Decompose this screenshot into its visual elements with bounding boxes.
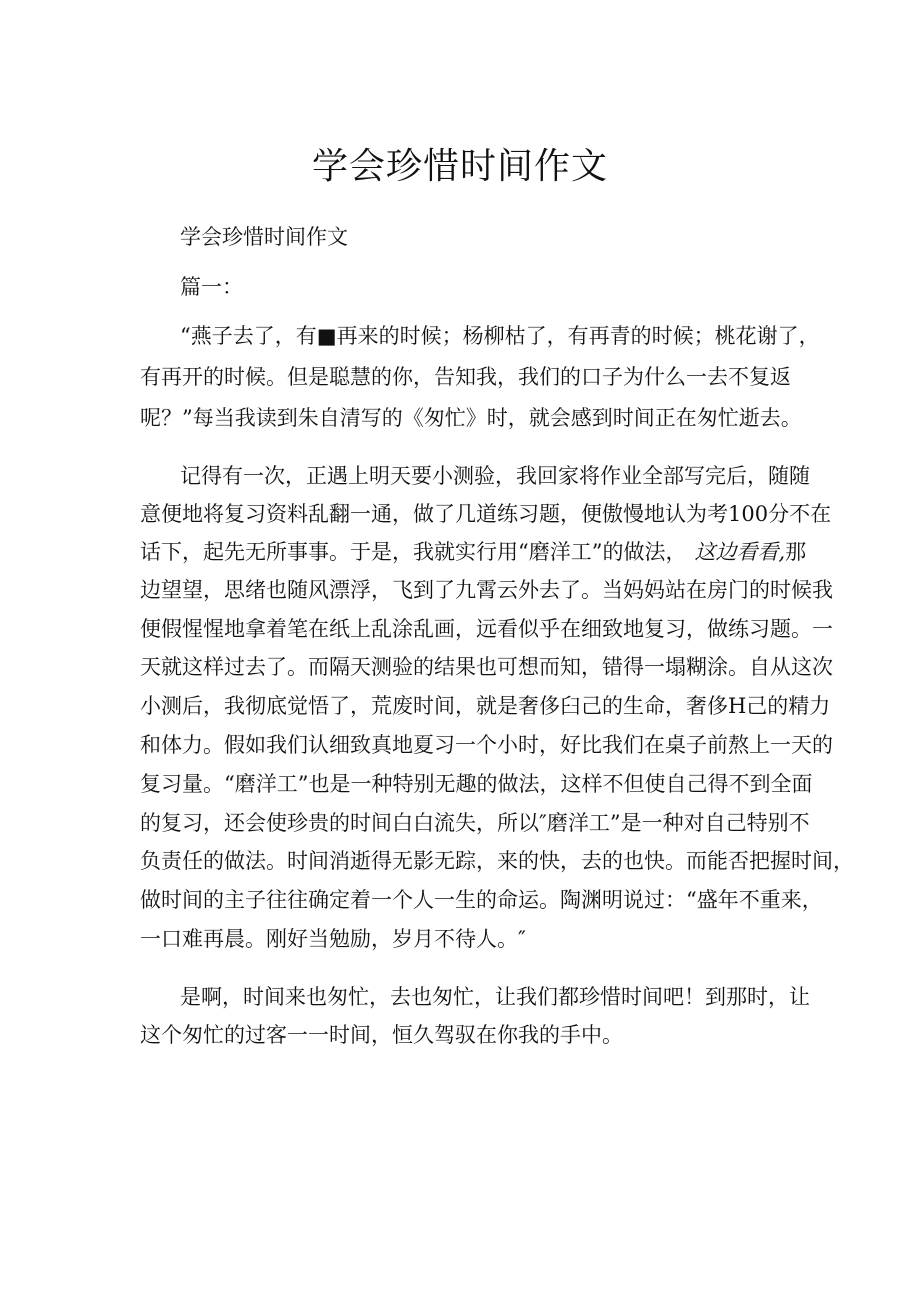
- text-line: 是啊，时间来也匆忙，去也匆忙，让我们都珍惜时间吧！到那时，让: [180, 985, 810, 1009]
- text-line: 和体力。假如我们认细致真地夏习一个小时，好比我们在桌子前熬上一天的: [140, 733, 833, 757]
- text-line: 复习量。“磨洋工”也是一种特别无趣的做法，这样不但使自己得不到全面: [140, 772, 813, 796]
- text-line: “燕子去了，有■再来的时候；杨柳枯了，有再青的时候；桃花谢了，: [180, 324, 820, 348]
- text-line: 做时间的主子往往确定着一个人一生的命运。陶渊明说过：“盛年不重来，: [140, 888, 823, 912]
- text-line: 天就这样过去了。而隔天测验的结果也可想而知，错得一塌糊涂。自从这次: [140, 655, 833, 679]
- text-line: 意便地将复习资料乱翻一通，做了几道练习题，便傲慢地认为考100分不在: [140, 502, 832, 526]
- text-line: 记得有一次，正遇上明天要小测验，我回家将作业全部写完后，随随: [180, 464, 810, 488]
- text-line: [140, 538, 807, 566]
- italic-segment: 这边看看,: [694, 540, 786, 564]
- text-line: 便假惺惺地拿着笔在纸上乱涂乱画，远看似乎在细致地复习，做练习题。一: [140, 617, 833, 641]
- text-line: 一口难再晨。刚好当勉励，岁月不待人。″: [140, 927, 526, 951]
- section-label: 篇一：: [180, 275, 243, 299]
- text-line: 负责任的做法。时间消逝得无影无踪，来的快，去的也快。而能否把握时间，: [140, 849, 854, 873]
- text-segment: 话下，起先无所事事。于是，我就实行用“磨洋工”的做法，: [140, 540, 687, 564]
- text-line: 小测后，我彻底觉悟了，荒废时间，就是奢侈臼己的生命，奢侈H己的精力: [140, 694, 831, 718]
- document-title: 学会珍惜时间作文: [311, 146, 608, 187]
- text-line: 这个匆忙的过客一一时间，恒久驾驭在你我的手中。: [140, 1023, 623, 1047]
- text-line: 呢？”每当我读到朱自清写的《匆忙》时，就会感到时间正在匆忙逝去。: [140, 406, 802, 430]
- text-line: 的复习，还会使珍贵的时间白白流失，所以″磨洋工”是一种对自己特别不: [140, 811, 810, 835]
- subtitle: 学会珍惜时间作文: [180, 225, 348, 249]
- text-line: 边望望，思绪也随风漂浮，飞到了九霄云外去了。当妈妈站在房门的时候我: [140, 578, 833, 602]
- text-segment: 那: [785, 540, 807, 564]
- text-line: 有再开的时候。但是聪慧的你，告知我，我们的口子为什么一去不复返: [140, 365, 791, 389]
